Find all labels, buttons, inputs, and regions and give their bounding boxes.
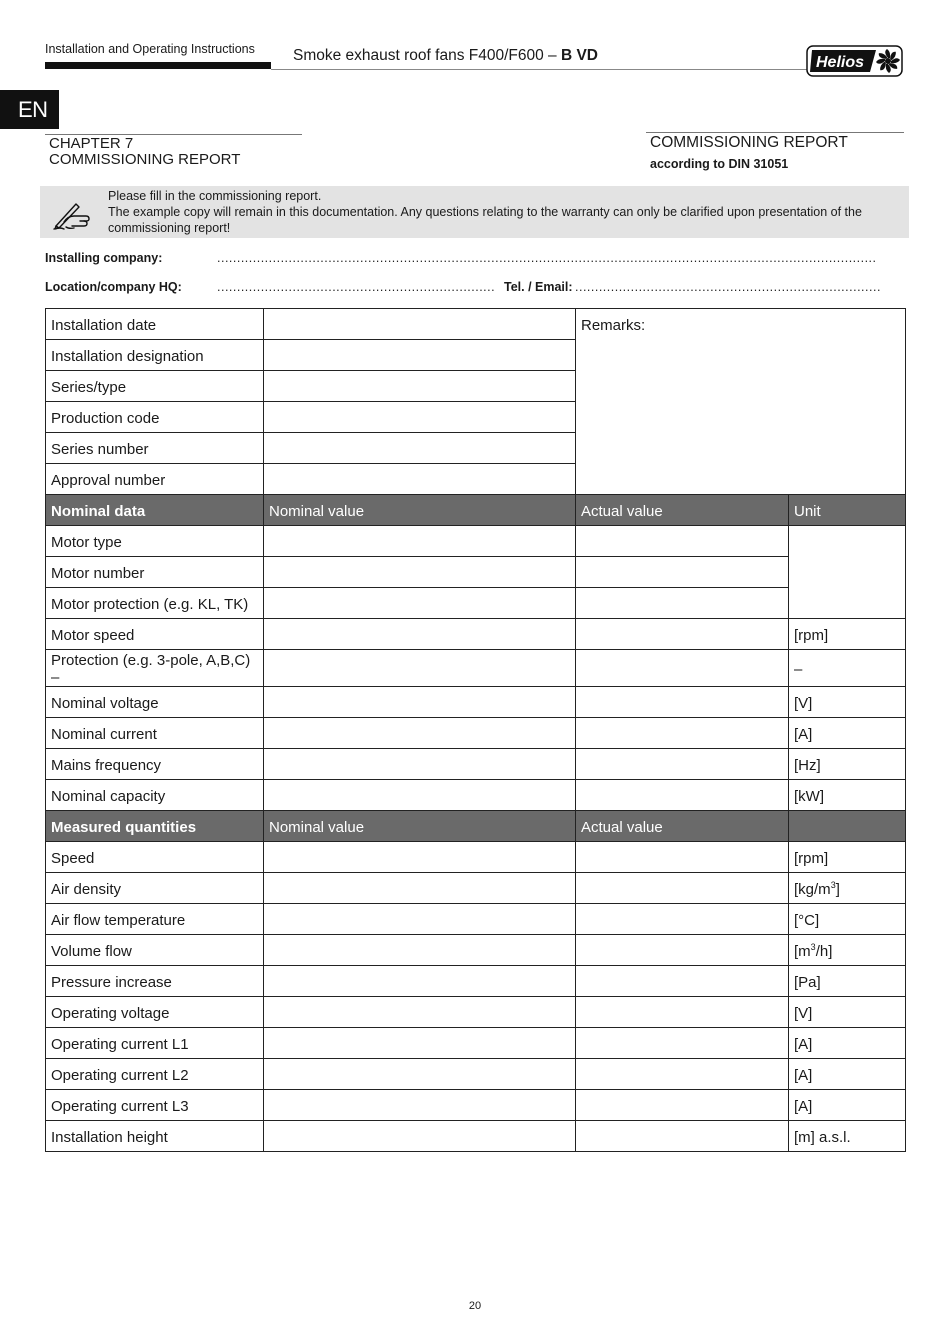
row-label: Production code [46,402,264,433]
actual-value-cell[interactable] [576,526,789,557]
nominal-header-row [46,495,906,526]
language-tab: EN [0,90,59,129]
nominal-value-cell[interactable] [264,749,576,780]
actual-value-cell[interactable] [576,997,789,1028]
row-label: Operating current L3 [46,1090,264,1121]
row-label: Motor protection (e.g. KL, TK) [46,588,264,619]
table-row [46,1028,906,1059]
nominal-value-cell[interactable] [264,1059,576,1090]
actual-value-cell[interactable] [576,619,789,650]
table-row [46,1090,906,1121]
actual-value-cell[interactable] [576,1028,789,1059]
row-label: Series number [46,433,264,464]
document-title-model: B VD [560,47,599,64]
nominal-value-cell[interactable] [264,526,576,557]
unit-suffix: ] [835,880,840,898]
chapter-heading [49,136,240,168]
unit-cell: [A] [789,1059,906,1090]
table-row [46,588,906,619]
actual-value-cell[interactable] [576,588,789,619]
actual-value-cell[interactable] [576,842,789,873]
unit-cell: [A] [789,1028,906,1059]
chapter-title: COMMISSIONING REPORT [49,151,241,168]
unit-cell: [rpm] [789,619,906,650]
nominal-value-cell[interactable] [264,619,576,650]
header-cell: Actual value [576,811,789,842]
table-row [46,309,906,340]
actual-value-cell[interactable] [576,873,789,904]
location-label: Location/company HQ: [45,280,182,294]
row-label: Motor number [46,557,264,588]
report-title: COMMISSIONING REPORT [650,134,848,151]
row-label: Operating voltage [46,997,264,1028]
location-field[interactable]: ...................................................................... [217,280,496,294]
table-row [46,873,906,904]
actual-value-cell[interactable] [576,1059,789,1090]
row-label: Air density [46,873,264,904]
logo-text: Helios [816,54,865,71]
row-label: Nominal capacity [46,780,264,811]
nominal-value-cell[interactable] [264,687,576,718]
header-cell: Nominal data [46,495,264,526]
header-cell: Actual value [576,495,789,526]
table-row [46,687,906,718]
page-number: 20 [468,1300,482,1312]
nominal-value-cell[interactable] [264,1028,576,1059]
nominal-value-cell[interactable] [264,904,576,935]
nominal-value-cell[interactable] [264,873,576,904]
installing-company-field[interactable]: ...................................................................................................................................................................... [217,251,877,265]
actual-value-cell[interactable] [576,1090,789,1121]
doc-type-label: Installation and Operating Instructions [45,42,255,56]
header-cell [789,811,906,842]
row-label: Speed [46,842,264,873]
table-row [46,1121,906,1152]
table-row [46,780,906,811]
value-cell[interactable] [264,433,576,464]
header-cell: Nominal value [264,495,576,526]
value-cell[interactable] [264,340,576,371]
header-cell: Unit [789,495,906,526]
nominal-value-cell[interactable] [264,1090,576,1121]
table-row [46,619,906,650]
unit-cell: [Pa] [789,966,906,997]
unit-exponent: 3 [810,941,816,952]
row-label: Operating current L2 [46,1059,264,1090]
unit-prefix: [m [794,942,811,960]
row-label: Motor type [46,526,264,557]
row-label: Mains frequency [46,749,264,780]
note-line-2: The example copy will remain in this documentation. Any questions relating to the warranty can only be clarified upon presentation of the commissioning report! [108,205,862,235]
unit-cell [789,526,906,619]
note-line-1: Please fill in the commissioning report. [108,189,322,203]
nominal-value-cell[interactable] [264,1121,576,1152]
report-rule [646,132,904,133]
header-cell: Measured quantities [46,811,264,842]
row-label: Operating current L1 [46,1028,264,1059]
row-label: Protection (e.g. 3-pole, A,B,C) – [46,650,264,687]
instruction-note [40,186,909,238]
unit-cell: [m] a.s.l. [789,1121,906,1152]
row-label: Series/type [46,371,264,402]
unit-cell: [kW] [789,780,906,811]
row-label: Pressure increase [46,966,264,997]
remarks-label: Remarks: [581,317,646,334]
unit-cell: [V] [789,687,906,718]
commissioning-table [45,308,906,1152]
nominal-value-cell[interactable] [264,780,576,811]
actual-value-cell[interactable] [576,780,789,811]
nominal-value-cell[interactable] [264,557,576,588]
row-label: Installation date [46,309,264,340]
table-row [46,526,906,557]
value-cell[interactable] [264,309,576,340]
value-cell[interactable] [264,371,576,402]
nominal-value-cell[interactable] [264,997,576,1028]
header-cell: Nominal value [264,811,576,842]
table-row [46,650,906,687]
unit-cell: [Hz] [789,749,906,780]
actual-value-cell[interactable] [576,557,789,588]
actual-value-cell[interactable] [576,687,789,718]
actual-value-cell[interactable] [576,904,789,935]
unit-cell [789,873,906,904]
actual-value-cell[interactable] [576,718,789,749]
nominal-value-cell[interactable] [264,650,576,687]
unit-exponent: 3 [830,879,836,890]
unit-prefix: [kg/m [794,880,831,898]
writing-hand-icon [52,198,92,230]
remarks-box[interactable] [576,309,906,495]
measured-header-row [46,811,906,842]
row-label: Air flow temperature [46,904,264,935]
nominal-value-cell[interactable] [264,842,576,873]
report-subtitle: according to DIN 31051 [650,157,789,171]
unit-cell: [rpm] [789,842,906,873]
actual-value-cell[interactable] [576,650,789,687]
row-label: Installation designation [46,340,264,371]
document-title [293,47,598,65]
row-label: Nominal voltage [46,687,264,718]
table-row [46,935,906,966]
unit-suffix: /h] [815,942,833,960]
table-row [46,557,906,588]
header-rule [271,69,811,70]
row-label: Motor speed [46,619,264,650]
row-label: Approval number [46,464,264,495]
nominal-value-cell[interactable] [264,935,576,966]
unit-cell: [A] [789,718,906,749]
actual-value-cell[interactable] [576,1121,789,1152]
nominal-value-cell[interactable] [264,588,576,619]
table-row [46,718,906,749]
unit-cell: [V] [789,997,906,1028]
tel-email-field[interactable]: ............................................................................. [575,280,881,294]
document-title-main: Smoke exhaust roof fans F400/F600 – [293,47,561,64]
row-label: Volume flow [46,935,264,966]
chapter-number: CHAPTER 7 [49,135,134,152]
table-row [46,1059,906,1090]
unit-cell [789,935,906,966]
table-row [46,904,906,935]
unit-cell: [A] [789,1090,906,1121]
note-text [108,188,898,236]
installing-company-label: Installing company: [45,251,163,265]
value-cell[interactable] [264,402,576,433]
table-row [46,997,906,1028]
header-bar [45,62,271,69]
helios-logo [806,45,903,77]
unit-cell: – [789,650,906,687]
actual-value-cell[interactable] [576,966,789,997]
nominal-value-cell[interactable] [264,718,576,749]
nominal-value-cell[interactable] [264,966,576,997]
actual-value-cell[interactable] [576,749,789,780]
table-row [46,842,906,873]
tel-email-label: Tel. / Email: [504,280,573,294]
row-label: Installation height [46,1121,264,1152]
table-row [46,966,906,997]
table-row [46,749,906,780]
value-cell[interactable] [264,464,576,495]
row-label: Nominal current [46,718,264,749]
unit-cell: [°C] [789,904,906,935]
actual-value-cell[interactable] [576,935,789,966]
